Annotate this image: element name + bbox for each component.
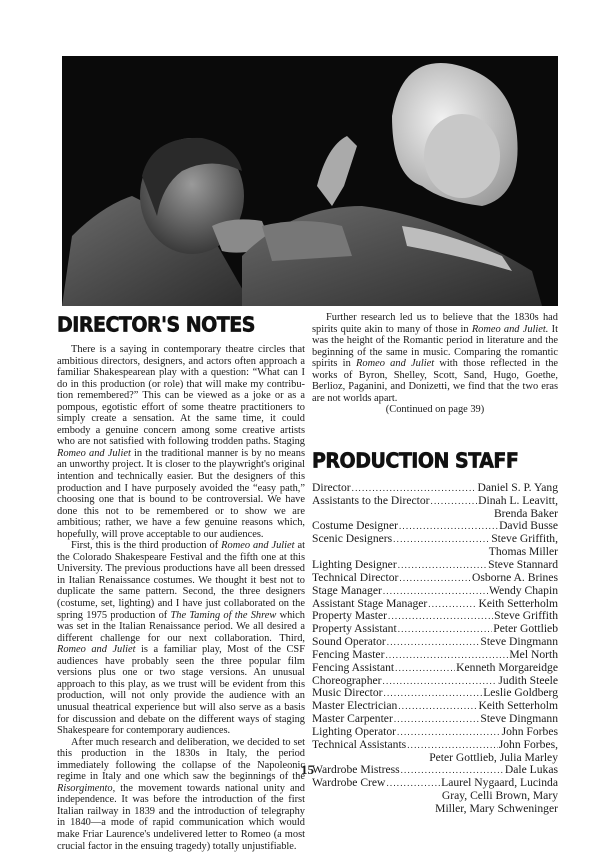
staff-row — [312, 482, 558, 495]
dot-leader — [383, 585, 488, 598]
staff-role: Lighting Operator — [312, 724, 397, 738]
dot-leader — [398, 559, 487, 572]
staff-name: Dale Lukas — [504, 763, 558, 777]
notes-paragraph — [57, 540, 305, 736]
dot-leader — [399, 572, 471, 585]
dot-leader — [397, 726, 501, 739]
dot-leader — [388, 610, 493, 623]
staff-row — [312, 662, 558, 675]
staff-role: Wardrobe Mistress — [312, 763, 400, 777]
staff-name-continued: Miller, Mary Schweninger — [435, 802, 558, 816]
dot-leader — [395, 662, 455, 675]
italic-title: Risorgimento — [57, 782, 113, 794]
text-segment: is a familiar play, Most of the CSF audiences have probably seen the three popular film versions plus one or two stage versions. An unusual approach to this play, as we trust will be evident from this production, will not only provide the audience with an unusual theatrical experience but will also serve as a basis for discussion and debate on the different ways of staging Shakespeare for contemporary audiences. — [57, 644, 305, 737]
staff-row — [312, 636, 558, 649]
text-segment: , the movement towards national unity and independence. It was before the introduction of the first Italian railway in 1839 and the introduction of telegraphy in 1840—a mode of rapid communication which would make Friar Laurence's undelivered letter to Romeo (a most crucial factor in the ensuing tragedy) totally unjustifiable. — [57, 782, 305, 852]
staff-name: Keith Setterholm — [478, 596, 558, 610]
staff-row — [312, 495, 558, 508]
text-segment: with those reflected in the works of Byron, Shelley, Scott, Sand, Hugo, Goethe, Berlioz, Paganini, and Donizetti, we find that the two eras are not worlds apart. — [312, 358, 559, 404]
dot-leader — [398, 700, 477, 713]
staff-role: Assistant Stage Manager — [312, 596, 428, 610]
dot-leader — [431, 495, 478, 508]
staff-role: Choreographer — [312, 673, 382, 687]
right-column — [312, 312, 558, 816]
staff-role: Property Master — [312, 609, 388, 623]
staff-name: Steve Dingmann — [480, 635, 558, 649]
dot-leader — [407, 739, 498, 752]
notes-paragraph — [57, 737, 305, 852]
staff-name: Kenneth Morgareidge — [456, 660, 558, 674]
production-staff-heading: PRODUCTION STAFF — [312, 449, 519, 473]
text-segment: After much research and deliberation, we decided to set this production in the 1830s in Italy, the period immediately following the collapse of the Napoleonic regime in Italy and one which saw the beginnings of the — [57, 736, 305, 783]
staff-role: Scenic Designers — [312, 532, 393, 546]
staff-name: Osborne A. Brines — [472, 570, 558, 584]
dot-leader — [386, 777, 440, 790]
continued-note: (Continued on page 39) — [385, 404, 485, 416]
staff-row — [312, 726, 558, 739]
staff-role: Master Electrician — [312, 699, 398, 713]
staff-name: Steve Dingmann — [480, 712, 558, 726]
text-segment: which was set in the Italian Renaissance period. We all desired a different challenge for our next collaboration. Third, — [57, 609, 305, 644]
staff-name: Leslie Goldberg — [483, 686, 558, 700]
italic-title: Romeo and Juliet — [221, 540, 295, 552]
italic-title: Romeo and Juliet. — [471, 323, 549, 335]
staff-role: Master Carpenter — [312, 712, 393, 726]
staff-name: Steve Griffith, — [491, 532, 558, 546]
italic-title: Romeo and Juliet — [57, 644, 136, 656]
staff-row — [312, 585, 558, 598]
staff-role: Technical Director — [312, 570, 399, 584]
dot-leader — [398, 623, 493, 636]
staff-name: Laurel Nygaard, Lucinda — [441, 776, 558, 790]
italic-title: The Taming of the Shrew — [170, 609, 277, 621]
staff-role: Music Director — [312, 686, 383, 700]
staff-name-continued: Thomas Miller — [488, 545, 558, 559]
staff-role: Fencing Master — [312, 647, 385, 661]
staff-name: Daniel S. P. Yang — [477, 480, 558, 494]
page-number: 15 — [301, 762, 314, 777]
staff-name: John Forbes, — [498, 737, 558, 751]
directors-notes — [57, 312, 305, 852]
staff-row — [312, 572, 558, 585]
staff-row — [312, 649, 558, 662]
staff-role: Director — [312, 480, 351, 494]
staff-name: Wendy Chapin — [489, 583, 558, 597]
production-photo — [62, 56, 558, 306]
italic-title: Romeo and Juliet — [57, 447, 131, 459]
staff-role: Stage Manager — [312, 583, 382, 597]
staff-name-continued: Brenda Baker — [493, 506, 558, 520]
staff-name: Keith Setterholm — [478, 699, 558, 713]
dot-leader — [385, 649, 508, 662]
staff-name: Steve Stannard — [488, 557, 558, 571]
text-segment: in the traditional manner is by no means an unworthy project. It is closer to the playwright's original intention and technically easier. But the designers of this production and I have purposely avoided the “easy path,” choosing one that is bound to be controversial. We have done this not to be remembered or to show we are ambitious; rather, we have a few genuine reasons which, hopefully, will prove acceptable to our audiences. — [57, 447, 305, 540]
staff-name-continued: Gray, Celli Brown, Mary — [441, 789, 558, 803]
staff-name: Judith Steele — [498, 673, 558, 687]
italic-title: Romeo and Juliet — [356, 358, 435, 370]
directors-notes-heading: DIRECTOR'S NOTES — [57, 313, 255, 337]
staff-role: Wardrobe Crew — [312, 776, 386, 790]
staff-name: Mel North — [509, 647, 558, 661]
staff-name-continued: Peter Gottlieb, Julia Marley — [429, 750, 558, 764]
staff-name: John Forbes — [501, 724, 558, 738]
dot-leader — [387, 636, 480, 649]
staff-role: Lighting Designer — [312, 557, 397, 571]
staff-role: Technical Assistants — [312, 737, 407, 751]
text-segment: There is a saying in contemporary theatre circles that ambitious directors, designers, and actors often approach a familiar Shakespearean play with a question: “What can I do in this production (or role) that will make my contribution remembered?” This can be viewed as a joke or as a pompous, egotistic effort of some theatre practitioners to simply create a sensation. At the same time, it could embody a genuine concern among some creative artists who are not satisfied with following trodden paths. Staging — [57, 344, 305, 448]
text-segment: Further research led us to believe that the 1830s had spirits quite akin to many of those in — [312, 312, 558, 335]
dot-leader — [384, 687, 483, 700]
staff-role: Property Assistant — [312, 622, 397, 636]
text-segment: It was the height of the Romantic period in literature and the beginning of the same in music. Comparing the romantic spirits in — [312, 323, 558, 370]
staff-name: Steve Griffith — [494, 609, 558, 623]
staff-name: David Busse — [499, 519, 558, 533]
dot-leader — [393, 533, 490, 546]
dot-leader — [394, 713, 480, 726]
staff-role: Costume Designer — [312, 519, 398, 533]
dot-leader — [428, 598, 477, 611]
text-segment: First, this is the third production of — [71, 540, 222, 552]
staff-role: Fencing Assistant — [312, 660, 395, 674]
staff-role: Sound Operator — [312, 635, 386, 649]
notes-paragraph — [312, 312, 558, 404]
dot-leader — [383, 675, 498, 688]
staff-row — [312, 559, 558, 572]
text-segment: at the Colorado Shakespeare Festival and the fifth one at this University. The previous productions have all been dressed in Italian Renaissance costumes. We thought it best not to duplicate the same pattern. Second, the three designers (costume, set, lighting) and I have just collaborated on the spring 1975 production of — [57, 540, 305, 621]
staff-role: Assistants to the Director — [312, 493, 430, 507]
notes-paragraph — [57, 344, 305, 540]
production-staff-list — [312, 482, 558, 816]
dot-leader — [352, 482, 477, 495]
dot-leader — [399, 520, 498, 533]
staff-row — [312, 739, 558, 752]
staff-name: Dinah L. Leavitt, — [478, 493, 558, 507]
staff-name: Peter Gottlieb — [493, 622, 558, 636]
